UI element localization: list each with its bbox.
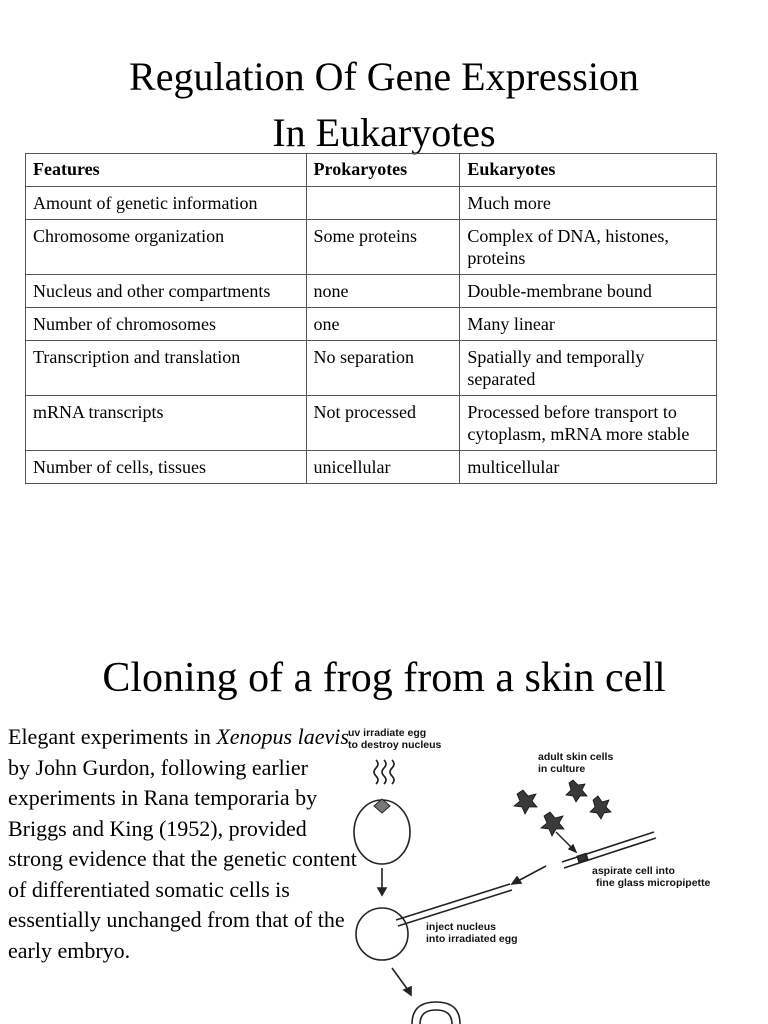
frog-cloning-diagram [340,722,720,1024]
table-row [26,396,717,451]
table-row [26,187,717,220]
cell-prokaryotes: Not processed [306,396,460,451]
label-skin-line2: in culture [538,763,586,775]
label-inject-line2: into irradiated egg [426,933,518,945]
table-row [26,308,717,341]
description-part2: by John Gurdon, following earlier experiments in Rana temporaria by Briggs and King (1952), provided strong evidence that the genetic content of differentiated somatic cells is essentially unchanged from that of the early embryo. [8,754,357,963]
header-eukaryotes: Eukaryotes [460,154,717,187]
cell-feature: Chromosome organization [26,220,307,275]
arrow-down-right-icon [392,968,411,995]
cell-feature: Transcription and translation [26,341,307,396]
cell-prokaryotes [306,187,460,220]
table-row [26,451,717,484]
table-header-row [26,154,717,187]
arrow-left-icon [512,866,546,884]
label-aspirate-line2: fine glass micropipette [596,877,711,889]
slide1-title-line2: In Eukaryotes [272,110,496,155]
micropipette-icon [562,832,656,868]
arrow-icon [556,832,576,852]
partial-egg-icon [412,1002,460,1024]
slide2-title: Cloning of a frog from a skin cell [102,655,666,701]
label-uv-line1: uv irradiate egg [348,727,427,739]
cell-prokaryotes: unicellular [306,451,460,484]
cell-feature: Number of chromosomes [26,308,307,341]
cell-eukaryotes: Complex of DNA, histones, proteins [460,220,717,275]
cell-feature: Number of cells, tissues [26,451,307,484]
cell-eukaryotes: Many linear [460,308,717,341]
uv-rays-icon [374,760,394,784]
cell-prokaryotes: No separation [306,341,460,396]
label-uv-line2: to destroy nucleus [348,739,442,751]
header-prokaryotes: Prokaryotes [306,154,460,187]
skin-cells-icon [514,780,611,836]
comparison-table [25,153,717,484]
cell-feature: Amount of genetic information [26,187,307,220]
label-aspirate-line1: aspirate cell into [592,865,675,877]
cell-eukaryotes: Double-membrane bound [460,275,717,308]
table-row [26,275,717,308]
cell-eukaryotes: Spatially and temporally separated [460,341,717,396]
egg-icon [354,799,410,864]
cell-prokaryotes: Some proteins [306,220,460,275]
table-row [26,220,717,275]
table-row [26,341,717,396]
cell-prokaryotes: none [306,275,460,308]
arrow-down-icon [378,868,386,895]
cell-feature: mRNA transcripts [26,396,307,451]
cell-eukaryotes: multicellular [460,451,717,484]
species-name: Xenopus laevis [216,724,349,749]
cell-feature: Nucleus and other compartments [26,275,307,308]
header-features: Features [26,154,307,187]
experiment-description [8,722,358,966]
cell-prokaryotes: one [306,308,460,341]
description-part1: Elegant experiments in [8,724,217,749]
slide1-title-line1: Regulation Of Gene Expression [129,54,639,99]
label-skin-line1: adult skin cells [538,751,614,763]
label-inject-line1: inject nucleus [426,921,497,933]
cell-eukaryotes: Much more [460,187,717,220]
cell-eukaryotes: Processed before transport to cytoplasm, mRNA more stable [460,396,717,451]
